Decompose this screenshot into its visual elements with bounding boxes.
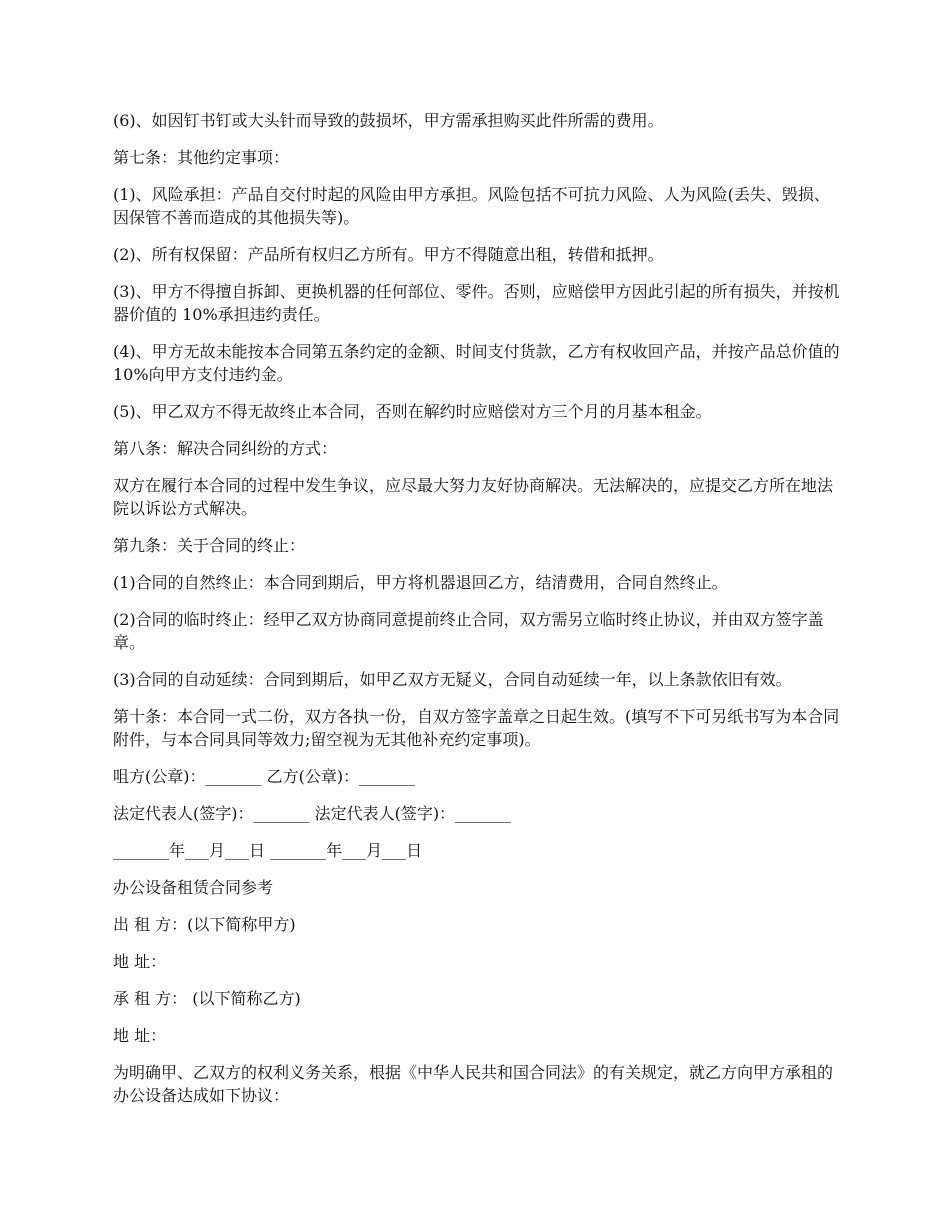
signature-representative-line: 法定代表人(签字)：_______ 法定代表人(签字)：_______	[113, 804, 512, 823]
article-7-item-5-termination-penalty: (5)、甲乙双方不得无故终止本合同，否则在解约时应赔偿对方三个月的月基本租金。	[113, 402, 712, 421]
article-9-item-3-auto-renewal: (3)合同的自动延续：合同到期后，如甲乙双方无疑义，合同自动延续一年，以上条款依旧有效。	[113, 670, 792, 689]
article-7-heading: 第七条：其他约定事项：	[113, 148, 290, 167]
lessee-line: 承 租 方： (以下简称乙方)	[113, 989, 301, 1008]
article-9-item-2-early-termination: (2)合同的临时终止：经甲乙双方协商同意提前终止合同，双方需另立临时终止协议，并由双方签字盖章。	[113, 610, 824, 652]
article-8-heading: 第八条：解决合同纠纷的方式：	[113, 439, 338, 458]
preamble-paragraph: 为明确甲、乙双方的权利义务关系，根据《中华人民共和国合同法》的有关规定，就乙方向甲方承租的办公设备达成如下协议：	[113, 1063, 834, 1105]
signature-date-line: _______年___月___日 _______年___月___日	[113, 841, 423, 860]
article-7-item-3-disassembly: (3)、甲方不得擅自拆卸、更换机器的任何部位、零件。否则，应赔偿甲方因此引起的所有损失，并按机器价值的 10%承担违约责任。	[113, 282, 840, 324]
lessee-address-line: 地 址：	[113, 1026, 167, 1045]
article-7-item-2-ownership: (2)、所有权保留：产品所有权归乙方所有。甲方不得随意出租，转借和抵押。	[113, 245, 664, 264]
article-8-dispute-resolution: 双方在履行本合同的过程中发生争议，应尽最大努力友好协商解决。无法解决的，应提交乙方所在地法院以诉讼方式解决。	[113, 476, 834, 518]
lessor-line: 出 租 方：(以下简称甲方)	[113, 915, 296, 934]
document-page	[113, 109, 843, 1121]
article-10-effectiveness: 第十条：本合同一式二份，双方各执一份，自双方签字盖章之日起生效。(填写不下可另纸书写为本合同附件，与本合同具同等效力;留空视为无其他补充约定事项)。	[113, 707, 840, 749]
article-9-item-1-natural-termination: (1)合同的自然终止：本合同到期后，甲方将机器退回乙方，结清费用，合同自然终止。	[113, 573, 728, 592]
signature-seal-line: 咀方(公章)：_______ 乙方(公章)：_______	[113, 767, 416, 786]
article-7-item-4-payment: (4)、甲方无故未能按本合同第五条约定的金额、时间支付货款，乙方有权收回产品，并按产品总价值的 10%向甲方支付违约金。	[113, 342, 840, 384]
clause-6-staple-damage: (6)、如因钉书钉或大头针而导致的鼓损坏，甲方需承担购买此件所需的费用。	[113, 111, 664, 130]
reference-contract-title: 办公设备租赁合同参考	[113, 878, 274, 897]
article-9-heading: 第九条：关于合同的终止：	[113, 536, 306, 555]
lessor-address-line: 地 址：	[113, 952, 167, 971]
article-7-item-1-risk: (1)、风险承担：产品自交付时起的风险由甲方承担。风险包括不可抗力风险、人为风险(丢失、毁损、因保管不善而造成的其他损失等)。	[113, 185, 830, 227]
